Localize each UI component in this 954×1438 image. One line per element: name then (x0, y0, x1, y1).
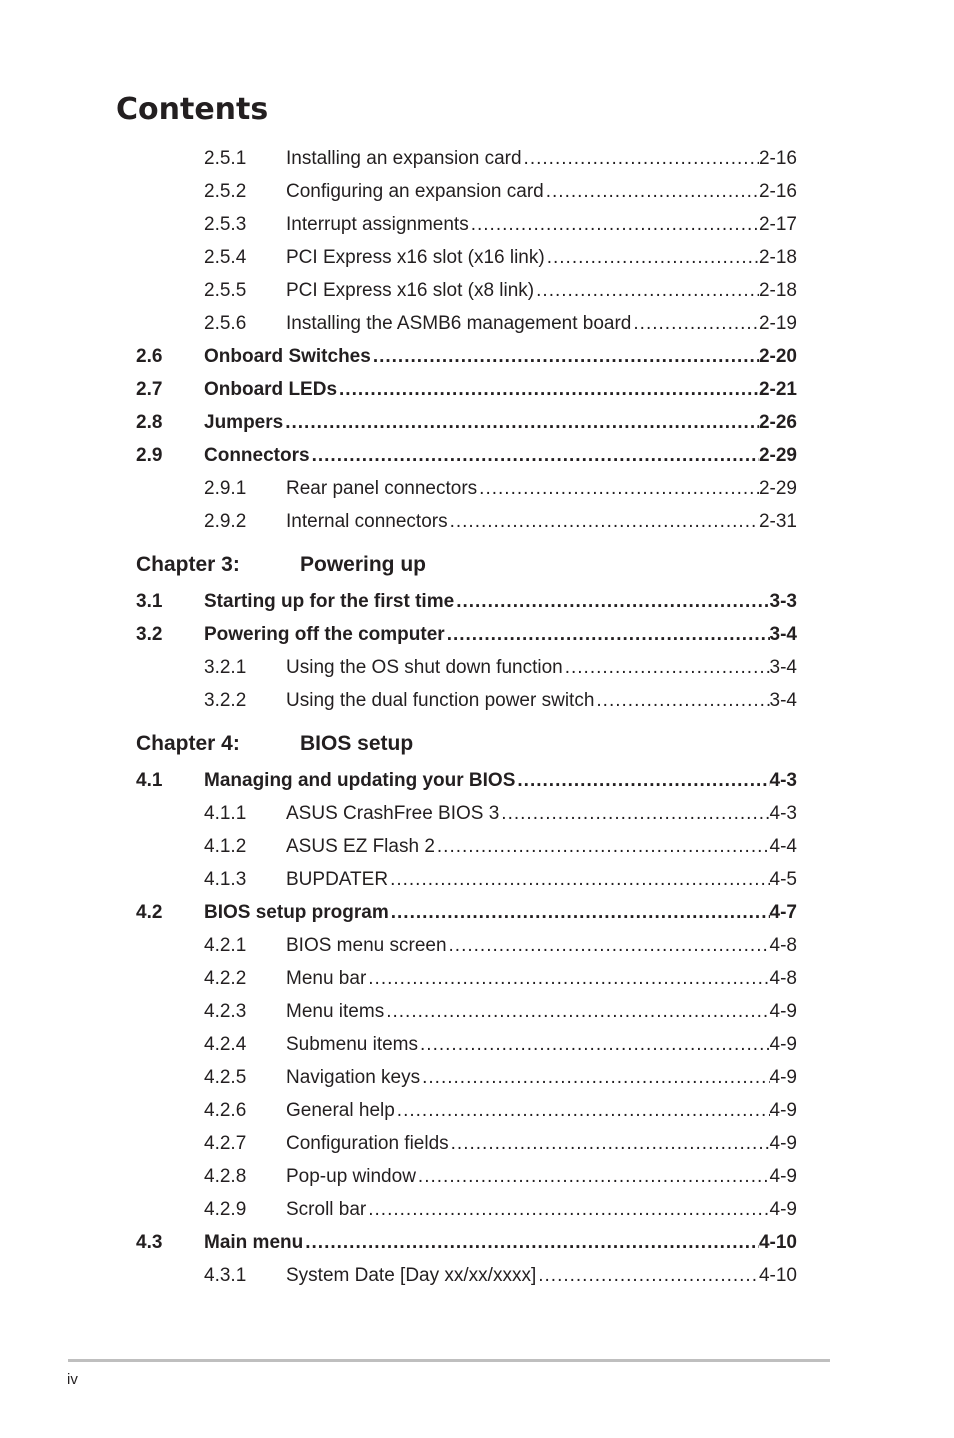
entry-page-number: 4-9 (769, 1166, 797, 1187)
toc-subsection-entry[interactable] (0, 801, 954, 827)
dot-leader (544, 179, 759, 205)
entry-leader-line (286, 1032, 797, 1058)
entry-leader-line (286, 311, 797, 337)
footer-divider (68, 1359, 830, 1362)
entry-page-number: 2-26 (758, 412, 797, 433)
entry-page-number: 4-10 (758, 1265, 797, 1286)
dot-leader (303, 1230, 759, 1256)
toc-subsection-entry[interactable] (0, 1098, 954, 1124)
toc-section-entry[interactable] (0, 410, 954, 436)
entry-title: Using the dual function power switch (286, 690, 595, 711)
entry-leader-line (286, 179, 797, 205)
entry-page-number: 4-9 (769, 1067, 797, 1088)
toc-subsection-entry[interactable] (0, 1164, 954, 1190)
entry-title: PCI Express x16 slot (x16 link) (286, 247, 545, 268)
dot-leader (515, 768, 769, 794)
entry-leader-line (286, 1098, 797, 1124)
entry-number: 2.9 (136, 445, 163, 466)
toc-subsection-entry[interactable] (0, 509, 954, 535)
entry-leader-line (204, 622, 797, 648)
entry-page-number: 2-16 (758, 148, 797, 169)
dot-leader (545, 245, 759, 271)
toc-subsection-entry[interactable] (0, 146, 954, 172)
entry-title: BIOS setup program (204, 902, 389, 923)
entry-number: 4.1 (136, 770, 163, 791)
entry-number: 4.2.9 (204, 1199, 247, 1220)
dot-leader (563, 655, 770, 681)
entry-page-number: 4-9 (769, 1133, 797, 1154)
entry-title: Menu items (286, 1001, 385, 1022)
toc-subsection-entry[interactable] (0, 1197, 954, 1223)
entry-leader-line (204, 410, 797, 436)
entry-number: 4.2.1 (204, 935, 247, 956)
entry-title: Scroll bar (286, 1199, 367, 1220)
entry-title: Managing and updating your BIOS (204, 770, 516, 791)
entry-number: 2.5.2 (204, 181, 247, 202)
entry-leader-line (286, 867, 797, 893)
dot-leader (310, 443, 759, 469)
entry-leader-line (204, 1230, 797, 1256)
toc-subsection-entry[interactable] (0, 655, 954, 681)
entry-leader-line (286, 834, 797, 860)
entry-number: 2.8 (136, 412, 163, 433)
entry-number: 4.2.6 (204, 1100, 247, 1121)
toc-section-entry[interactable] (0, 1230, 954, 1256)
entry-title: Installing the ASMB6 management board (286, 313, 632, 334)
entry-page-number: 2-18 (758, 247, 797, 268)
dot-leader (534, 278, 759, 304)
entry-leader-line (286, 801, 797, 827)
entry-title: Configuration fields (286, 1133, 449, 1154)
entry-page-number: 2-16 (758, 181, 797, 202)
entry-page-number: 2-17 (758, 214, 797, 235)
entry-page-number: 2-18 (758, 280, 797, 301)
dot-leader (388, 867, 769, 893)
entry-page-number: 2-19 (758, 313, 797, 334)
entry-leader-line (204, 344, 797, 370)
entry-leader-line (204, 377, 797, 403)
toc-subsection-entry[interactable] (0, 278, 954, 304)
dot-leader (389, 900, 770, 926)
dot-leader (522, 146, 759, 172)
toc-subsection-entry[interactable] (0, 245, 954, 271)
entry-leader-line (286, 1263, 797, 1289)
entry-title: Using the OS shut down function (286, 657, 563, 678)
entry-title: Menu bar (286, 968, 367, 989)
entry-title: System Date [Day xx/xx/xxxx] (286, 1265, 537, 1286)
dot-leader (366, 966, 769, 992)
entry-number: 2.9.1 (204, 478, 247, 499)
dot-leader (594, 688, 769, 714)
toc-subsection-entry[interactable] (0, 933, 954, 959)
entry-number: 2.5.5 (204, 280, 247, 301)
dot-leader (435, 834, 770, 860)
entry-number: 2.5.1 (204, 148, 247, 169)
entry-title: ASUS CrashFree BIOS 3 (286, 803, 500, 824)
entry-number: 4.2.3 (204, 1001, 247, 1022)
entry-leader-line (286, 509, 797, 535)
toc-subsection-entry[interactable] (0, 311, 954, 337)
dot-leader (283, 410, 759, 436)
entry-title: Interrupt assignments (286, 214, 469, 235)
entry-title: ASUS EZ Flash 2 (286, 836, 435, 857)
entry-number: 4.3 (136, 1232, 163, 1253)
dot-leader (337, 377, 759, 403)
toc-subsection-entry[interactable] (0, 476, 954, 502)
chapter-heading (0, 729, 954, 759)
dot-leader (454, 589, 769, 615)
entry-page-number: 4-4 (769, 836, 797, 857)
entry-title: Main menu (204, 1232, 304, 1253)
toc-section-entry[interactable] (0, 768, 954, 794)
entry-number: 3.2 (136, 624, 163, 645)
entry-leader-line (286, 655, 797, 681)
entry-leader-line (286, 1197, 797, 1223)
entry-leader-line (286, 688, 797, 714)
dot-leader (447, 933, 770, 959)
entry-title: Configuring an expansion card (286, 181, 544, 202)
entry-title: Onboard Switches (204, 346, 371, 367)
entry-title: Pop-up window (286, 1166, 416, 1187)
dot-leader (448, 509, 759, 535)
entry-number: 2.5.4 (204, 247, 247, 268)
entry-number: 3.1 (136, 591, 163, 612)
dot-leader (366, 1197, 769, 1223)
entry-page-number: 3-3 (769, 591, 797, 612)
dot-leader (631, 311, 759, 337)
dot-leader (418, 1032, 770, 1058)
entry-leader-line (286, 1164, 797, 1190)
entry-number: 4.2.8 (204, 1166, 247, 1187)
entry-page-number: 3-4 (769, 624, 797, 645)
entry-number: 4.1.2 (204, 836, 247, 857)
chapter-title: Powering up (300, 553, 426, 576)
dot-leader (469, 212, 759, 238)
toc-subsection-entry[interactable] (0, 1032, 954, 1058)
page-title: Contents (116, 92, 269, 127)
entry-leader-line (286, 966, 797, 992)
dot-leader (477, 476, 759, 502)
dot-leader (371, 344, 759, 370)
entry-number: 2.6 (136, 346, 163, 367)
entry-number: 4.2.7 (204, 1133, 247, 1154)
entry-title: Internal connectors (286, 511, 448, 532)
entry-page-number: 4-10 (758, 1232, 797, 1253)
footer-page-number: iv (67, 1371, 78, 1388)
entry-number: 4.1.1 (204, 803, 247, 824)
entry-leader-line (204, 900, 797, 926)
entry-title: Starting up for the first time (204, 591, 455, 612)
entry-title: Rear panel connectors (286, 478, 478, 499)
entry-number: 4.2 (136, 902, 163, 923)
entry-leader-line (286, 999, 797, 1025)
toc-subsection-entry[interactable] (0, 1065, 954, 1091)
entry-title: Connectors (204, 445, 310, 466)
chapter-title: BIOS setup (300, 732, 414, 755)
entry-title: BIOS menu screen (286, 935, 447, 956)
toc-subsection-entry[interactable] (0, 1263, 954, 1289)
entry-number: 2.5.6 (204, 313, 247, 334)
entry-page-number: 4-9 (769, 1001, 797, 1022)
toc-subsection-entry[interactable] (0, 212, 954, 238)
entry-number: 4.3.1 (204, 1265, 247, 1286)
dot-leader (445, 622, 770, 648)
entry-leader-line (286, 245, 797, 271)
entry-title: PCI Express x16 slot (x8 link) (286, 280, 535, 301)
toc-subsection-entry[interactable] (0, 834, 954, 860)
dot-leader (395, 1098, 770, 1124)
dot-leader (416, 1164, 770, 1190)
entry-number: 2.5.3 (204, 214, 247, 235)
dot-leader (499, 801, 769, 827)
entry-page-number: 2-29 (758, 445, 797, 466)
entry-page-number: 2-20 (758, 346, 797, 367)
chapter-number: Chapter 3: (136, 553, 240, 576)
toc-subsection-entry[interactable] (0, 966, 954, 992)
entry-page-number: 3-4 (769, 657, 797, 678)
entry-page-number: 3-4 (769, 690, 797, 711)
entry-title: Installing an expansion card (286, 148, 522, 169)
entry-title: Jumpers (204, 412, 284, 433)
dot-leader (536, 1263, 759, 1289)
entry-leader-line (286, 1131, 797, 1157)
entry-number: 4.2.2 (204, 968, 247, 989)
chapter-number: Chapter 4: (136, 732, 240, 755)
entry-leader-line (286, 146, 797, 172)
toc-subsection-entry[interactable] (0, 867, 954, 893)
entry-number: 2.7 (136, 379, 163, 400)
entry-leader-line (204, 768, 797, 794)
toc-subsection-entry[interactable] (0, 1131, 954, 1157)
toc-section-entry[interactable] (0, 622, 954, 648)
entry-page-number: 4-9 (769, 1034, 797, 1055)
entry-number: 2.9.2 (204, 511, 247, 532)
dot-leader (420, 1065, 769, 1091)
entry-leader-line (286, 278, 797, 304)
entry-number: 3.2.2 (204, 690, 247, 711)
dot-leader (449, 1131, 770, 1157)
toc-section-entry[interactable] (0, 443, 954, 469)
toc-subsection-entry[interactable] (0, 179, 954, 205)
toc-section-entry[interactable] (0, 589, 954, 615)
entry-leader-line (286, 476, 797, 502)
entry-page-number: 4-9 (769, 1199, 797, 1220)
entry-leader-line (204, 443, 797, 469)
toc-subsection-entry[interactable] (0, 999, 954, 1025)
entry-page-number: 4-3 (769, 803, 797, 824)
entry-page-number: 4-8 (769, 935, 797, 956)
chapter-heading (0, 550, 954, 580)
entry-leader-line (204, 589, 797, 615)
entry-leader-line (286, 1065, 797, 1091)
entry-page-number: 4-9 (769, 1100, 797, 1121)
entry-page-number: 4-7 (769, 902, 797, 923)
entry-title: Submenu items (286, 1034, 419, 1055)
entry-page-number: 4-8 (769, 968, 797, 989)
toc-section-entry[interactable] (0, 344, 954, 370)
entry-number: 4.2.4 (204, 1034, 247, 1055)
entry-page-number: 2-21 (758, 379, 797, 400)
entry-page-number: 4-3 (769, 770, 797, 791)
entry-number: 3.2.1 (204, 657, 247, 678)
entry-title: Onboard LEDs (204, 379, 338, 400)
entry-number: 4.2.5 (204, 1067, 247, 1088)
entry-leader-line (286, 933, 797, 959)
entry-number: 4.1.3 (204, 869, 247, 890)
toc-subsection-entry[interactable] (0, 688, 954, 714)
entry-title: BUPDATER (286, 869, 389, 890)
toc-section-entry[interactable] (0, 377, 954, 403)
toc-section-entry[interactable] (0, 900, 954, 926)
entry-leader-line (286, 212, 797, 238)
dot-leader (384, 999, 769, 1025)
entry-page-number: 2-31 (758, 511, 797, 532)
entry-page-number: 2-29 (758, 478, 797, 499)
entry-title: Powering off the computer (204, 624, 445, 645)
entry-title: Navigation keys (286, 1067, 421, 1088)
entry-page-number: 4-5 (769, 869, 797, 890)
entry-title: General help (286, 1100, 395, 1121)
